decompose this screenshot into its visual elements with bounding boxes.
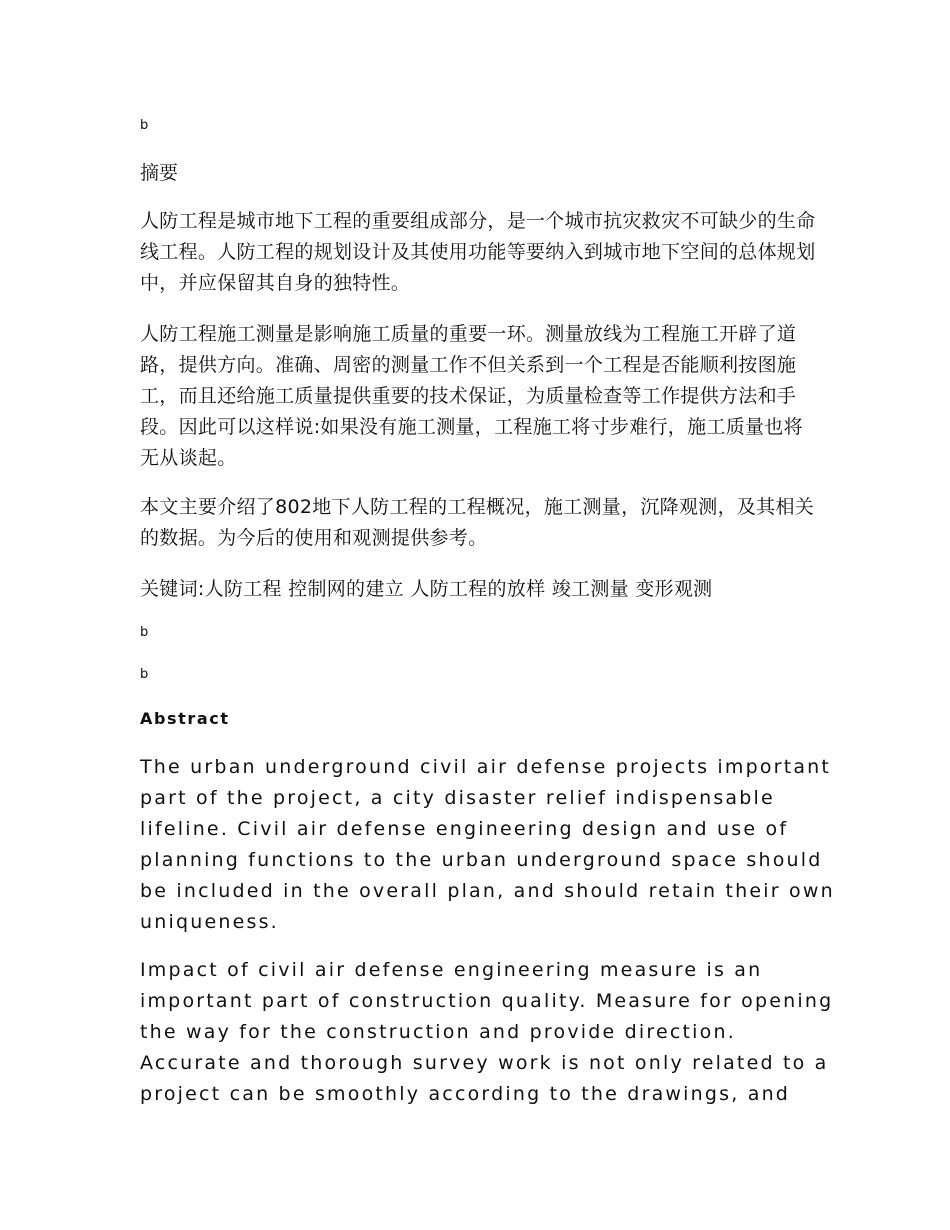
chinese-abstract-heading: 摘要: [140, 162, 179, 184]
chinese-paragraph-1: 人防工程是城市地下工程的重要组成部分，是一个城市抗灾救灾不可缺少的生命线工程。人防工程的规划设计及其使用功能等要纳入到城市地下空间的总体规划中，并应保留其自身的独特性。: [140, 210, 816, 294]
chinese-keywords: 关键词:人防工程 控制网的建立 人防工程的放样 竣工测量 变形观测: [140, 578, 713, 600]
page-marker: b: [140, 118, 149, 133]
english-abstract-heading: Abstract: [140, 709, 230, 728]
page-marker: b: [140, 667, 149, 682]
text-line: the way for the construction and provide direction.: [140, 1021, 736, 1043]
text-line: lifeline. Civil air defense engineering design and use of: [140, 818, 789, 840]
text-line: planning functions to the urban underground space should: [140, 849, 823, 871]
page-marker: b: [140, 625, 149, 640]
chinese-paragraph-3: 本文主要介绍了802地下人防工程的工程概况，施工测量，沉降观测，及其相关的数据。为今后的使用和观测提供参考。: [140, 496, 815, 549]
text-line: Accurate and thorough survey work is not only related to a: [140, 1052, 829, 1074]
english-paragraph-2: [140, 955, 834, 1110]
chinese-paragraph-2: 人防工程施工测量是影响施工质量的重要一环。测量放线为工程施工开辟了道路，提供方向。准确、周密的测量工作不但关系到一个工程是否能顺利按图施工，而且还给施工质量提供重要的技术保证，为质量检查等工作提供方法和手段。因此可以这样说:如果没有施工测量，工程施工将寸步难行，施工质量也将无从谈起。: [140, 323, 803, 469]
text-line: The urban underground civil air defense projects important: [140, 756, 832, 778]
text-line: important part of construction quality. Measure for opening: [140, 990, 834, 1012]
text-line: Impact of civil air defense engineering measure is an: [140, 959, 763, 981]
text-line: uniqueness.: [140, 911, 279, 933]
text-line: be included in the overall plan, and should retain their own: [140, 880, 835, 902]
text-line: part of the project, a city disaster relief indispensable: [140, 787, 775, 809]
english-paragraph-1: [140, 752, 835, 938]
text-line: project can be smoothly according to the drawings, and: [140, 1083, 791, 1105]
